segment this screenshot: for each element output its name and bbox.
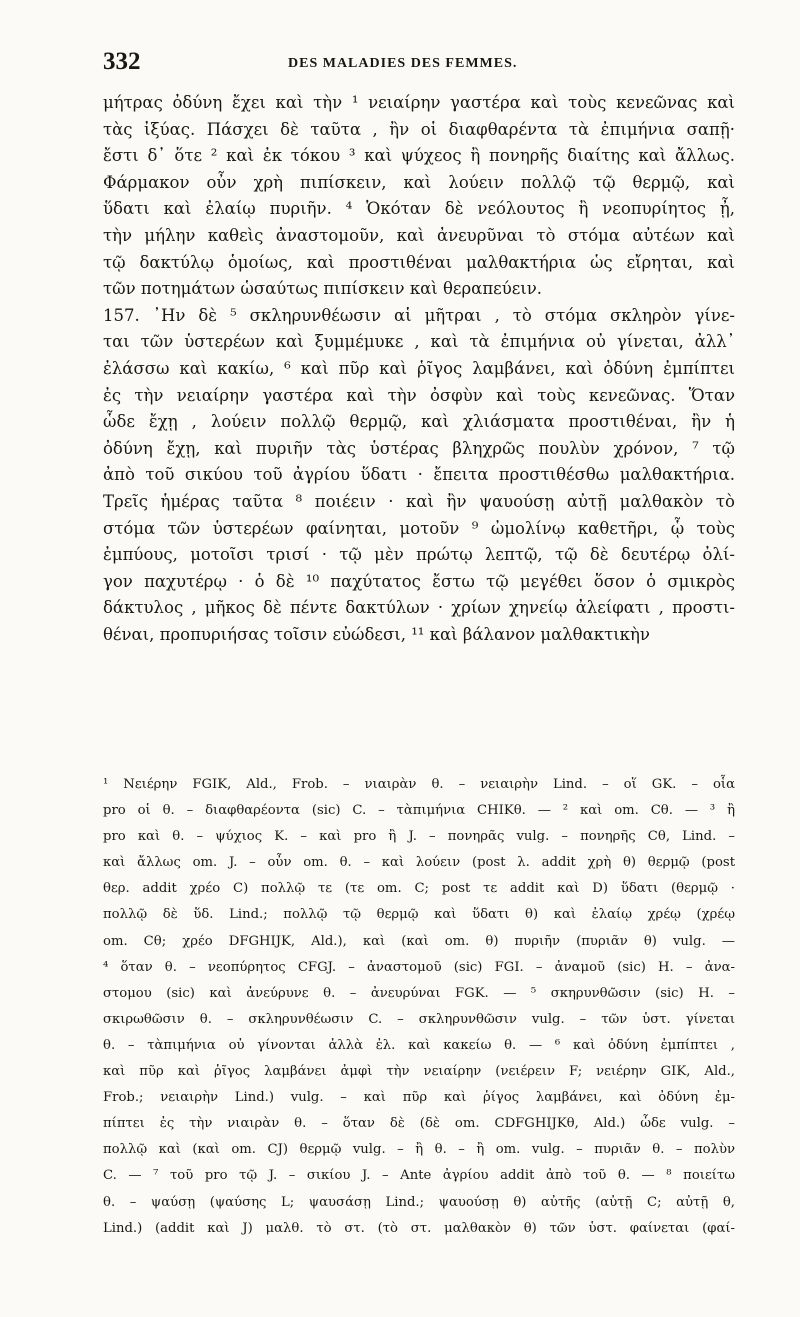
text-line: ὀδύνη ἔχῃ, καὶ πυριῆν τὰς ὑστέρας βληχρῶς πουλὺν χρόνον, ⁷ τῷ xyxy=(103,438,735,458)
text-line: τὴν μήλην καθεὶς ἀναστομοῦν, καὶ ἀνευρῦναι τὸ στόμα αὐτέων καὶ xyxy=(103,225,735,245)
text-line: Τρεῖς ἡμέρας ταῦτα ⁸ ποιέειν · καὶ ἢν ψαυούσῃ αὐτῇ μαλθακὸν τὸ xyxy=(103,491,735,511)
text-line: ἐλάσσω καὶ κακίω, ⁶ καὶ πῦρ καὶ ῥῖγος λαμβάνει, καὶ ὀδύνη ἐμπίπτει xyxy=(103,358,735,378)
footnote-line: πίπτει ἐς τὴν νιαιρὰν θ. – ὅταν δὲ (δὲ om. CDFGHIJKθ, Ald.) ὧδε vulg. – xyxy=(103,1116,735,1132)
text-line: ὧδε ἔχῃ , λούειν πολλῷ θερμῷ, καὶ χλιάσματα προστιθέναι, ἢν ἡ xyxy=(103,412,735,432)
footnote-line: πολλῷ δὲ ὕδ. Lind.; πολλῷ τῷ θερμῷ καὶ ὕδατι θ) καὶ ἐλαίῳ χρέῳ (χρέῳ xyxy=(103,907,735,923)
page-header xyxy=(103,48,732,82)
footnote-line: Lind.) (addit καὶ J) μαλθ. τὸ στ. (τὸ στ. μαλθακὸν θ) τῶν ὑστ. φαίνεται (φαί- xyxy=(103,1220,735,1236)
footnote-line: pro καὶ θ. – ψύχιος K. – καὶ pro ἢ J. – πονηρᾶς vulg. – πονηρῆς Cθ, Lind. – xyxy=(103,829,735,845)
text-line: γον παχυτέρῳ · ὁ δὲ ¹⁰ παχύτατος ἔστω τῷ μεγέθει ὅσον ὁ σμικρὸς xyxy=(103,571,735,591)
footnote-line: καὶ πῦρ καὶ ῥῖγος λαμβάνει ἀμφὶ τὴν νειαίρην (νειέρειν F; νειέρην GIK, Ald., xyxy=(103,1064,735,1080)
main-text xyxy=(103,90,735,648)
text-line: 157. ᾿Ην δὲ ⁵ σκληρυνθέωσιν αἱ μῆτραι , τὸ στόμα σκληρὸν γίνε- xyxy=(103,305,735,325)
footnote-line: ⁴ ὅταν θ. – νεοπύρητος CFGJ. – ἀναστομοῦ (sic) FGI. – ἀναμοῦ (sic) H. – ἀνα- xyxy=(103,959,735,975)
text-line: Φάρμακον οὖν χρὴ πιπίσκειν, καὶ λούειν πολλῷ τῷ θερμῷ, καὶ xyxy=(103,172,735,192)
text-line: ὕδατι καὶ ἐλαίῳ πυριῆν. ⁴ Ὁκόταν δὲ νεόλουτος ἢ νεοπυρίητος ᾖ, xyxy=(103,199,735,219)
text-line: θέναι, προπυριήσας τοῖσιν εὐώδεσι, ¹¹ καὶ βάλανον μαλθακτικὴν xyxy=(103,624,650,644)
text-line: ἐμπύους, μοτοῖσι τρισί · τῷ μὲν πρώτῳ λεπτῷ, τῷ δὲ δευτέρῳ ὀλί- xyxy=(103,545,735,565)
footnote-line: ¹ Νειέρην FGIK, Ald., Frob. – νιαιρὰν θ. – νειαιρὴν Lind. – οἵ GK. – οἷα xyxy=(103,777,735,792)
footnote-line: καὶ ἄλλως om. J. – οὖν om. θ. – καὶ λούειν (post λ. addit χρὴ θ) θερμῷ (post xyxy=(103,855,735,871)
running-title: DES MALADIES DES FEMMES. xyxy=(288,56,518,71)
footnote-line: θερ. addit χρέο C) πολλῷ τε (τε om. C; post τε addit καὶ D) ὕδατι (θερμῷ · xyxy=(103,881,735,897)
text-line: δάκτυλος , μῆκος δὲ πέντε δακτύλων · χρίων χηνείῳ ἀλείφατι , προστι- xyxy=(103,598,735,618)
page-number: 332 xyxy=(103,48,141,75)
footnote-line: θ. – τὰπιμήνια οὐ γίνονται ἀλλὰ ἐλ. καὶ κακείω θ. — ⁶ καὶ ὀδύνη ἐμπίπτει , xyxy=(103,1037,735,1053)
footnote-line: στομου (sic) καὶ ἀνεύρυνε θ. – ἀνευρύναι FGK. — ⁵ σκηρυνθῶσιν (sic) H. – xyxy=(103,985,735,1001)
show-through-text xyxy=(100,1307,740,1317)
text-line: ται τῶν ὑστερέων καὶ ξυμμέμυκε , καὶ τὰ ἐπιμήνια οὐ γίνεται, ἀλλ᾿ xyxy=(103,332,735,352)
text-line: ἐς τὴν νειαίρην γαστέρα καὶ τὴν ὀσφὺν καὶ τοὺς κενεῶνας. Ὅταν xyxy=(103,385,735,405)
footnote-line: om. Cθ; χρέο DFGHIJK, Ald.), καὶ (καὶ om. θ) πυριῆν (πυριᾶν θ) vulg. — xyxy=(103,933,735,949)
footnotes xyxy=(103,772,735,1242)
text-line: μήτρας ὀδύνη ἔχει καὶ τὴν ¹ νειαίρην γαστέρα καὶ τοὺς κενεῶνας καὶ xyxy=(103,93,735,112)
footnote-line: pro οἱ θ. – διαφθαρέοντα (sic) C. – τὰπιμήνια CHIKθ. — ² καὶ om. Cθ. — ³ ἢ xyxy=(103,803,735,819)
text-line: τῷ δακτύλῳ ὁμοίως, καὶ προστιθέναι μαλθακτήρια ὡς εἴρηται, καὶ xyxy=(103,252,735,272)
footnote-line: θ. – ψαύσῃ (ψαύσης L; ψαυσάσῃ Lind.; ψαυούσῃ θ) αὐτῆς (αὐτῇ C; αὐτῇ θ, xyxy=(103,1194,735,1210)
footnote-line: C. — ⁷ τοῦ pro τῷ J. – σικίου J. – Ante ἀγρίου addit ἀπὸ τοῦ θ. — ⁸ ποιείτω xyxy=(103,1168,735,1184)
text-line: ἀπὸ τοῦ σικύου τοῦ ἀγρίου ὕδατι · ἔπειτα προστιθέσθω μαλθακτήρια. xyxy=(103,465,735,485)
footnote-line: πολλῷ καὶ (καὶ om. CJ) θερμῷ vulg. – ἢ θ. – ἢ om. vulg. – πυριᾶν θ. – πολὺν xyxy=(103,1142,735,1158)
text-line: τὰς ἰξύας. Πάσχει δὲ ταῦτα , ἢν οἱ διαφθαρέντα τὰ ἐπιμήνια σαπῇ· xyxy=(103,119,735,139)
text-line: τῶν ποτημάτων ὡσαύτως πιπίσκειν καὶ θεραπεύειν. xyxy=(103,279,543,299)
footnote-line: Frob.; νειαιρὴν Lind.) vulg. – καὶ πῦρ καὶ ῥίγος λαμβάνει, καὶ ὀδύνη ἐμ- xyxy=(103,1090,735,1106)
footnote-line: σκιρωθῶσιν θ. – σκληρυνθέωσιν C. – σκληρυνθῶσιν vulg. – τῶν ὑστ. γίνεται xyxy=(103,1011,735,1027)
text-line: στόμα τῶν ὑστερέων φαίνηται, μοτοῦν ⁹ ὠμολίνῳ καθετῆρι, ᾧ τοὺς xyxy=(103,518,735,538)
text-line: ἔστι δ᾿ ὅτε ² καὶ ἐκ τόκου ³ καὶ ψύχεος ἢ πονηρῆς διαίτης καὶ ἄλλως. xyxy=(103,146,735,166)
